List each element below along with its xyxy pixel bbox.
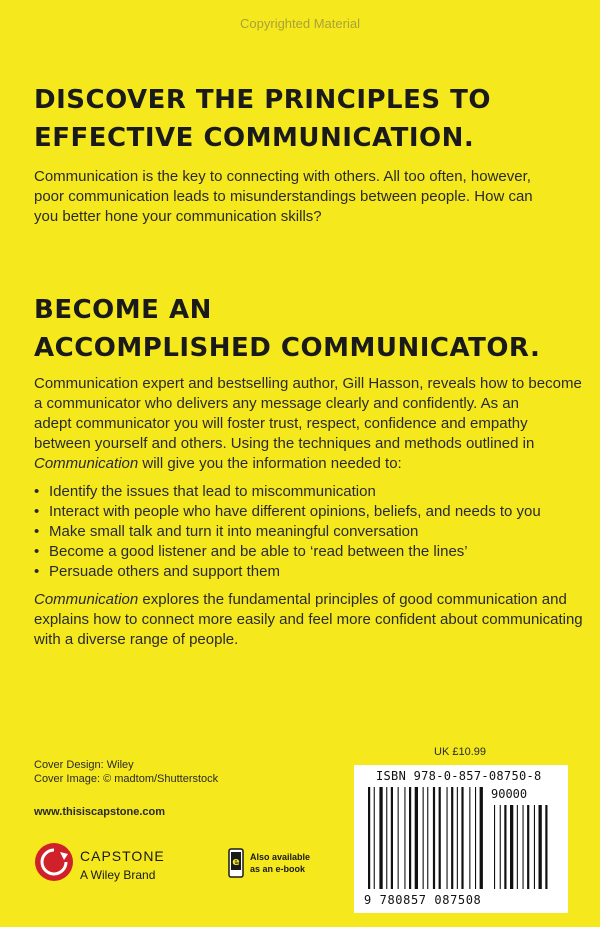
barcode-digits: 9 780857 087508 [364, 893, 482, 907]
paragraph-line: with a diverse range of people. [34, 631, 239, 648]
list-item: • Become a good listener and be able to ‘read between the lines’ [34, 542, 541, 562]
heading-line: ACCOMPLISHED COMMUNICATOR. [34, 333, 541, 363]
svg-text:e: e [232, 855, 240, 868]
heading-line: EFFECTIVE COMMUNICATION. [34, 123, 475, 153]
heading-line: BECOME AN [34, 295, 212, 325]
closing-paragraph [34, 590, 583, 650]
barcode-addon-number: 90000 [491, 787, 528, 801]
ebook-icon [228, 848, 244, 878]
list-item: • Identify the issues that lead to miscommunication [34, 482, 541, 502]
list-item: • Persuade others and support them [34, 562, 541, 582]
publisher-name: CAPSTONE [80, 848, 165, 864]
barcode-icon [354, 765, 568, 913]
paragraph-line: explains how to connect more easily and feel more confident about communicating [34, 611, 583, 628]
paragraph-line [34, 590, 570, 610]
cover-image-credit: Cover Image: © madtom/Shutterstock [34, 773, 219, 785]
heading-discover [34, 81, 491, 157]
paragraph-line: Communication is the key to connecting with others. All too often, however, [34, 168, 531, 185]
paragraph-line: you better hone your communication skills? [34, 208, 322, 225]
book-title-italic: Communication [34, 591, 139, 608]
heading-line: DISCOVER THE PRINCIPLES TO [34, 85, 491, 115]
ebook-line: Also available [250, 852, 311, 862]
benefits-list [34, 482, 541, 582]
paragraph-line [34, 454, 570, 474]
book-title-italic: Communication [34, 455, 139, 472]
paragraph-line: a communicator who delivers any message clearly and confidently. As an [34, 395, 519, 412]
barcode-panel [354, 765, 568, 913]
price-label: UK £10.99 [434, 746, 486, 758]
capstone-logo-icon [34, 842, 74, 882]
publisher-website: www.thisiscapstone.com [34, 806, 166, 818]
list-item: • Make small talk and turn it into meaningful conversation [34, 522, 541, 542]
paragraph-text: explores the fundamental principles of good communication and [138, 591, 567, 608]
paragraph-text: will give you the information needed to: [138, 455, 402, 472]
publisher-tagline: A Wiley Brand [80, 868, 156, 882]
ebook-availability [250, 851, 310, 875]
list-item: • Interact with people who have different opinions, beliefs, and needs to you [34, 502, 541, 522]
isbn-label: ISBN 978-0-857-08750-8 [376, 769, 542, 783]
paragraph-line: adept communicator you will foster trust, respect, confidence and empathy [34, 415, 528, 432]
cover-design-credit: Cover Design: Wiley [34, 759, 134, 771]
paragraph-line: poor communication leads to misunderstandings between people. How can [34, 188, 533, 205]
paragraph-line: Communication expert and bestselling author, Gill Hasson, reveals how to become [34, 375, 582, 392]
author-paragraph [34, 374, 582, 474]
ebook-line: as an e-book [250, 864, 306, 874]
paragraph-line: between yourself and others. Using the techniques and methods outlined in [34, 435, 535, 452]
intro-paragraph [34, 167, 570, 227]
watermark: Copyrighted Material [240, 16, 360, 31]
heading-become [34, 291, 540, 367]
